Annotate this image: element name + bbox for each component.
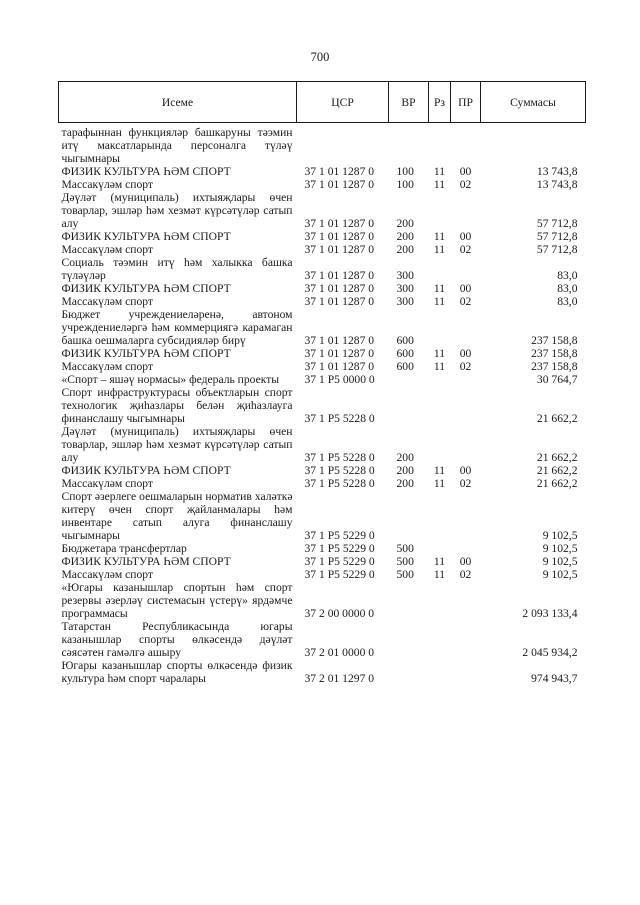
cell-rz	[429, 386, 451, 425]
cell-csr: 37 1 P5 5228 0	[304, 412, 375, 425]
cell-rz	[429, 542, 451, 555]
page-number: 700	[310, 50, 330, 64]
cell-rz	[429, 191, 451, 230]
cell-csr: 37 1 P5 5228 0	[304, 464, 375, 477]
cell-pr: 02	[459, 568, 472, 581]
table-row	[59, 386, 586, 425]
cell-sum: 237 158,8	[531, 347, 578, 360]
cell-pr: 02	[459, 178, 472, 191]
cell-csr: 37 1 01 1287 0	[304, 347, 375, 360]
cell-rz	[429, 490, 451, 542]
cell-sum: 9 102,5	[542, 529, 578, 542]
cell-pr	[451, 191, 481, 230]
cell-vr: 600	[396, 334, 414, 347]
cell-pr	[451, 620, 481, 659]
cell-pr	[451, 659, 481, 685]
cell-csr: 37 1 P5 5229 0	[304, 542, 375, 555]
table-row	[59, 347, 586, 360]
table-row	[59, 295, 586, 308]
cell-vr	[389, 373, 429, 386]
table-row	[59, 230, 586, 243]
cell-name: Спорт инфраструктурасы объектларын спорт технологик җиһазлары белән җиһазлауга финанслашу чыгымнары	[61, 386, 293, 425]
cell-csr: 37 1 01 1287 0	[304, 282, 375, 295]
table-row	[59, 490, 586, 542]
cell-vr: 300	[396, 295, 414, 308]
cell-sum: 21 662,2	[536, 451, 578, 464]
cell-name: Массакүләм спорт	[61, 295, 153, 308]
cell-name: ФИЗИК КУЛЬТУРА ҺӘМ СПОРТ	[61, 165, 231, 178]
cell-vr: 600	[396, 360, 414, 373]
cell-pr	[451, 386, 481, 425]
cell-csr: 37 1 01 1287 0	[304, 217, 375, 230]
cell-rz: 11	[433, 230, 446, 243]
cell-vr: 200	[396, 243, 414, 256]
cell-pr: 00	[459, 464, 472, 477]
cell-pr	[451, 373, 481, 386]
cell-vr: 200	[396, 464, 414, 477]
cell-name: Спорт әзерлеге оешмаларын норматив халәткә китерү өчен спорт җайланмалары һәм инвентаре сатып алуга финанслашу чыгымнары	[61, 490, 293, 542]
cell-csr: 37 1 01 1287 0	[304, 243, 375, 256]
cell-name: ФИЗИК КУЛЬТУРА ҺӘМ СПОРТ	[61, 347, 231, 360]
table-row	[59, 659, 586, 685]
cell-pr: 02	[459, 360, 472, 373]
cell-sum: 83,0	[557, 269, 578, 282]
cell-csr: 37 1 P5 5229 0	[304, 529, 375, 542]
header-pr: ПР	[451, 82, 481, 123]
cell-csr	[297, 123, 389, 166]
cell-pr	[451, 542, 481, 555]
table-row	[59, 581, 586, 620]
cell-rz: 11	[433, 464, 446, 477]
cell-rz	[429, 256, 451, 282]
cell-sum: 237 158,8	[531, 334, 578, 347]
cell-rz	[429, 308, 451, 347]
cell-name: ФИЗИК КУЛЬТУРА ҺӘМ СПОРТ	[61, 230, 231, 243]
cell-name: тарафыннан функцияләр башкаруны тәэмин итү максатларында персоналга түләү чыгымнары	[61, 126, 293, 165]
table-row	[59, 373, 586, 386]
cell-name: Дәүләт (муниципаль) ихтыяҗлары өчен товарлар, эшләр һәм хезмәт күрсәтүләр сатып алу	[61, 425, 293, 464]
cell-rz: 11	[433, 360, 446, 373]
table-row	[59, 542, 586, 555]
cell-csr: 37 1 P5 0000 0	[304, 373, 375, 386]
cell-csr: 37 1 P5 5228 0	[304, 451, 375, 464]
cell-rz: 11	[433, 282, 446, 295]
cell-rz: 11	[433, 178, 446, 191]
cell-sum: 21 662,2	[536, 464, 578, 477]
cell-pr: 02	[459, 295, 472, 308]
cell-csr: 37 1 01 1287 0	[304, 230, 375, 243]
cell-sum: 21 662,2	[536, 412, 578, 425]
cell-rz	[429, 659, 451, 685]
table-row	[59, 256, 586, 282]
budget-table	[58, 81, 586, 685]
cell-name: «Югары казанышлар спортын һәм спорт резервы әзерләү системасын үстерү» ярдәмче программасы	[61, 581, 293, 620]
table-row	[59, 191, 586, 230]
cell-pr: 00	[459, 555, 472, 568]
table-row	[59, 464, 586, 477]
cell-vr: 100	[396, 165, 414, 178]
cell-vr: 200	[396, 217, 414, 230]
table-row	[59, 477, 586, 490]
table-row	[59, 282, 586, 295]
cell-vr	[389, 659, 429, 685]
cell-csr: 37 1 P5 5228 0	[304, 477, 375, 490]
cell-name: Дәүләт (муниципаль) ихтыяҗлары өчен товарлар, эшләр һәм хезмәт күрсәтүләр сатып алу	[61, 191, 293, 230]
cell-sum: 57 712,8	[536, 217, 578, 230]
cell-pr: 00	[459, 282, 472, 295]
table-row	[59, 123, 586, 166]
cell-pr: 00	[459, 230, 472, 243]
cell-name: Массакүләм спорт	[61, 243, 153, 256]
table-row	[59, 243, 586, 256]
cell-vr: 300	[396, 269, 414, 282]
cell-rz: 11	[433, 165, 446, 178]
cell-name: Массакүләм спорт	[61, 568, 153, 581]
cell-pr	[451, 425, 481, 464]
cell-rz: 11	[433, 568, 446, 581]
cell-pr	[451, 581, 481, 620]
cell-rz	[429, 581, 451, 620]
cell-name: Массакүләм спорт	[61, 178, 153, 191]
cell-csr: 37 1 P5 5229 0	[304, 568, 375, 581]
cell-csr: 37 1 01 1287 0	[304, 269, 375, 282]
cell-name: Социаль тәэмин итү һәм халыкка башка түләүләр	[61, 256, 293, 282]
cell-sum: 57 712,8	[536, 243, 578, 256]
cell-vr: 600	[396, 347, 414, 360]
table-row	[59, 308, 586, 347]
header-name: Исеме	[59, 82, 297, 123]
table-row	[59, 360, 586, 373]
header-csr: ЦСР	[297, 82, 389, 123]
cell-rz	[429, 425, 451, 464]
cell-vr	[389, 620, 429, 659]
cell-name: Массакүләм спорт	[61, 477, 153, 490]
cell-rz	[429, 123, 451, 166]
table-row	[59, 620, 586, 659]
cell-pr	[451, 256, 481, 282]
cell-sum	[481, 123, 586, 166]
cell-csr: 37 2 01 0000 0	[304, 646, 375, 659]
cell-vr	[389, 581, 429, 620]
cell-pr	[451, 308, 481, 347]
cell-sum: 13 743,8	[536, 178, 578, 191]
cell-vr	[389, 123, 429, 166]
table-row	[59, 165, 586, 178]
cell-sum: 83,0	[557, 295, 578, 308]
cell-name: Бюджет учреждениеләренә, автоном учреждениеләргә һәм коммерциягә карамаган башка оешмаларга субсидияләр бирү	[61, 308, 293, 347]
cell-name: Массакүләм спорт	[61, 360, 153, 373]
cell-sum: 83,0	[557, 282, 578, 295]
cell-csr: 37 1 01 1287 0	[304, 334, 375, 347]
cell-name: ФИЗИК КУЛЬТУРА ҺӘМ СПОРТ	[61, 282, 231, 295]
cell-sum: 237 158,8	[531, 360, 578, 373]
table-row	[59, 555, 586, 568]
cell-csr: 37 2 00 0000 0	[304, 607, 375, 620]
cell-vr: 200	[396, 230, 414, 243]
cell-csr: 37 1 P5 5229 0	[304, 555, 375, 568]
cell-csr: 37 2 01 1297 0	[304, 672, 375, 685]
cell-csr: 37 1 01 1287 0	[304, 178, 375, 191]
header-vr: ВР	[389, 82, 429, 123]
cell-rz: 11	[433, 347, 446, 360]
cell-sum: 2 093 133,4	[522, 607, 578, 620]
cell-sum: 974 943,7	[531, 672, 578, 685]
cell-vr: 300	[396, 282, 414, 295]
cell-rz: 11	[433, 243, 446, 256]
cell-name: Бюджетара трансфертлар	[61, 542, 187, 555]
cell-csr: 37 1 01 1287 0	[304, 360, 375, 373]
cell-vr: 200	[396, 451, 414, 464]
cell-pr: 00	[459, 347, 472, 360]
cell-sum: 2 045 934,2	[522, 646, 578, 659]
cell-csr: 37 1 01 1287 0	[304, 295, 375, 308]
cell-name: Югары казанышлар спорты өлкәсендә физик культура һәм спорт чаралары	[61, 659, 293, 685]
cell-sum: 9 102,5	[542, 542, 578, 555]
cell-pr	[451, 123, 481, 166]
cell-sum: 9 102,5	[542, 555, 578, 568]
cell-vr: 200	[396, 477, 414, 490]
cell-vr	[389, 490, 429, 542]
header-sum: Суммасы	[481, 82, 586, 123]
cell-rz	[429, 373, 451, 386]
table-row	[59, 425, 586, 464]
cell-sum: 9 102,5	[542, 568, 578, 581]
table-row	[59, 178, 586, 191]
cell-vr: 100	[396, 178, 414, 191]
cell-sum: 57 712,8	[536, 230, 578, 243]
cell-vr: 500	[396, 555, 414, 568]
cell-pr: 02	[459, 243, 472, 256]
cell-rz: 11	[433, 477, 446, 490]
cell-rz: 11	[433, 295, 446, 308]
cell-csr: 37 1 01 1287 0	[304, 165, 375, 178]
cell-vr: 500	[396, 568, 414, 581]
cell-name: «Спорт – яшәү нормасы» федераль проекты	[61, 373, 280, 386]
cell-name: ФИЗИК КУЛЬТУРА ҺӘМ СПОРТ	[61, 464, 231, 477]
cell-vr: 500	[396, 542, 414, 555]
header-rz: Рз	[429, 82, 451, 123]
table-header	[59, 82, 586, 123]
cell-name: ФИЗИК КУЛЬТУРА ҺӘМ СПОРТ	[61, 555, 231, 568]
cell-sum: 30 764,7	[536, 373, 578, 386]
table-row	[59, 568, 586, 581]
cell-rz: 11	[433, 555, 446, 568]
cell-vr	[389, 386, 429, 425]
cell-pr: 00	[459, 165, 472, 178]
cell-pr	[451, 490, 481, 542]
cell-rz	[429, 620, 451, 659]
cell-sum: 21 662,2	[536, 477, 578, 490]
cell-pr: 02	[459, 477, 472, 490]
table-body	[59, 123, 586, 686]
cell-name: Татарстан Республикасында югары казанышлар спорты өлкәсендә дәүләт сәясәтен гамәлгә ашыру	[61, 620, 293, 659]
cell-sum: 13 743,8	[536, 165, 578, 178]
